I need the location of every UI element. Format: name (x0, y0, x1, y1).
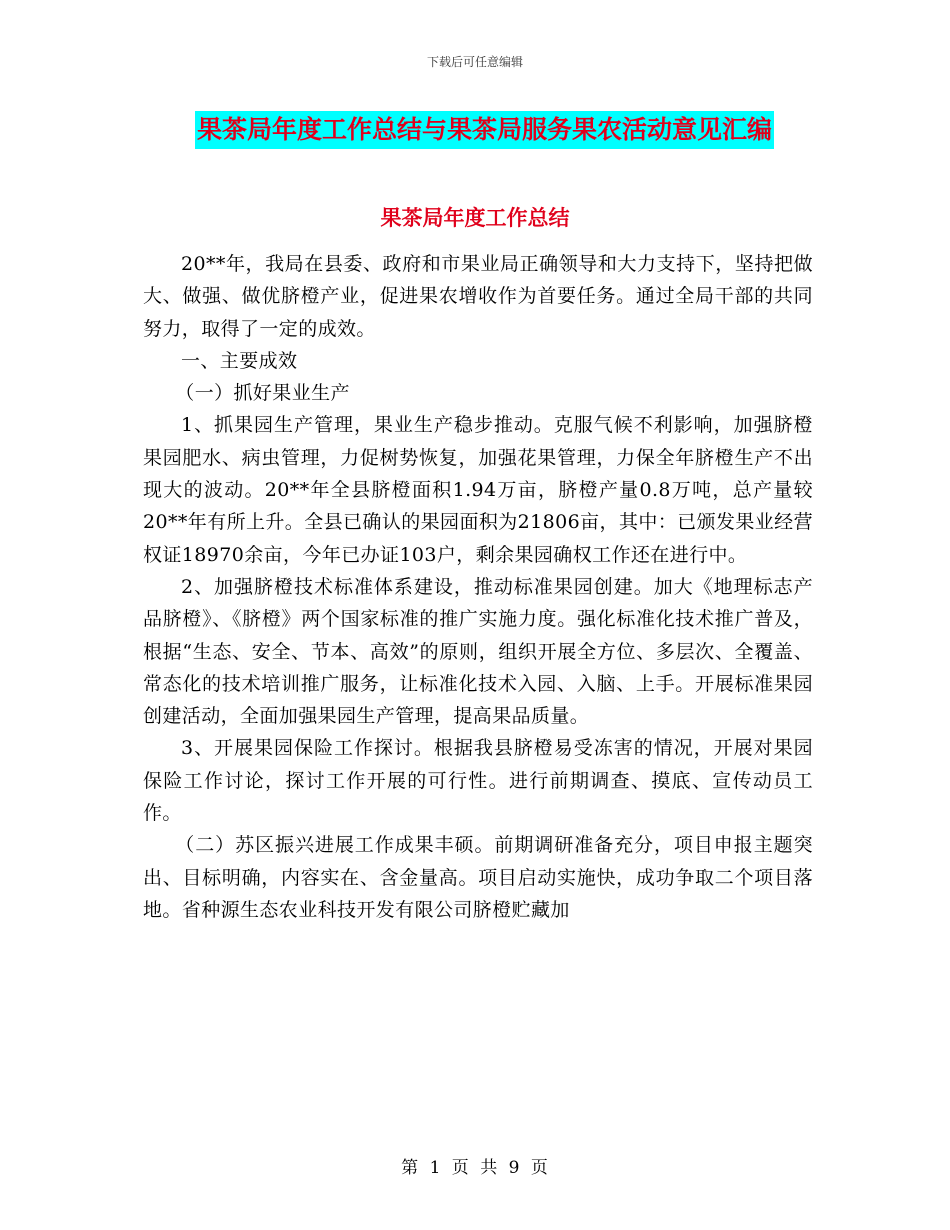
section-title: 果茶局年度工作总结 (380, 206, 570, 230)
page-total-suffix: 页 (530, 1158, 549, 1178)
paragraph-item-2: 2、加强脐橙技术标准体系建设，推动标准果园创建。加大《地理标志产品脐橙》、《脐橙》两个国家标准的推广实施力度。强化标准化技术推广普及，根据“生态、安全、节本、高效”的原则，组织开展全方位、多层次、全覆盖、常态化的技术培训推广服务，让标准化技术入园、入脑、上手。开展标准果园创建活动，全面加强果园生产管理，提高果品质量。 (143, 575, 813, 728)
paragraph-revitalization: （二）苏区振兴进展工作成果丰硕。前期调研准备充分，项目申报主题突出、目标明确，内容实在、含金量高。项目启动实施快，成功争取二个项目落地。省种源生态农业科技开发有限公司脐橙贮藏加 (143, 834, 813, 921)
page-footer (0, 1153, 950, 1178)
page-total-number: 9 (508, 1158, 521, 1178)
heading-main-achievements: 一、主要成效 (181, 349, 298, 372)
paragraph-intro: 20**年，我局在县委、政府和市果业局正确领导和大力支持下，坚持把做大、做强、做优脐橙产业，促进果农增收作为首要任务。通过全局干部的共同努力，取得了一定的成效。 (143, 253, 813, 340)
paragraph-item-3: 3、开展果园保险工作探讨。根据我县脐橙易受冻害的情况，开展对果园保险工作讨论，探讨工作开展的可行性。进行前期调查、摸底、宣传动员工作。 (143, 737, 813, 825)
page-total-prefix: 共 (480, 1158, 499, 1178)
document-main-title: 果茶局年度工作总结与果茶局服务果农活动意见汇编 (195, 111, 774, 149)
page-label-mid: 页 (451, 1158, 470, 1178)
subheading-fruit-production: （一）抓好果业生产 (175, 382, 350, 405)
document-body (143, 248, 813, 926)
page-label-prefix: 第 (401, 1158, 420, 1178)
paragraph-item-1: 1、抓果园生产管理，果业生产稳步推动。克服气候不利影响，加强脐橙果园肥水、病虫管理，力促树势恢复，加强花果管理，力保全年脐橙生产不出现大的波动。20**年全县脐橙面积1.94万亩，脐橙产量0.8万吨，总产量较20**年有所上升。全县已确认的果园面积为21806亩，其中：已颁发果业经营权证18970余亩，今年已办证103户，剩余果园确权工作还在进行中。 (143, 414, 813, 566)
page-header-note: 下载后可任意编辑 (426, 55, 523, 69)
page-current-number: 1 (429, 1158, 442, 1178)
